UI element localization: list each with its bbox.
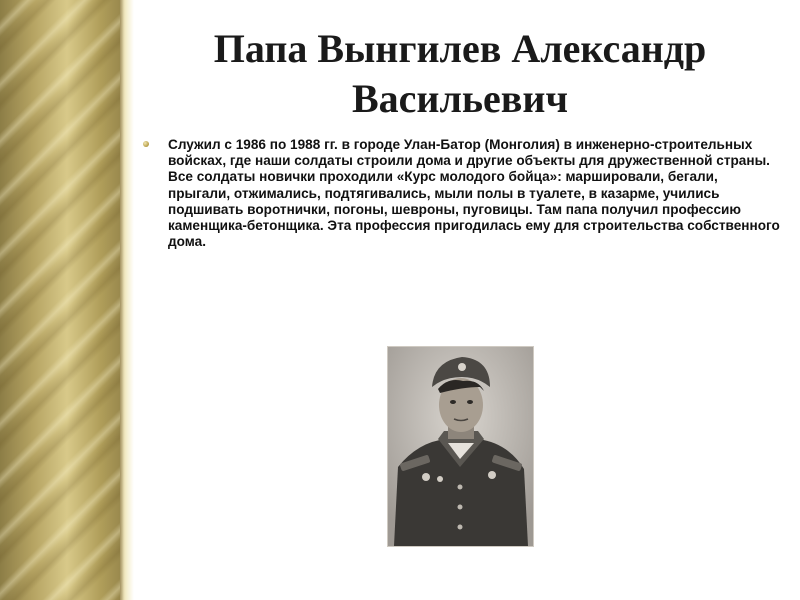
bullet-dot-icon bbox=[143, 141, 149, 147]
slide-title: Папа Вынгилев Александр Васильевич bbox=[213, 26, 707, 121]
soldier-portrait-image bbox=[388, 347, 533, 546]
side-band-shadow bbox=[120, 0, 124, 600]
bullet-list bbox=[143, 137, 783, 250]
bullet-item bbox=[143, 137, 783, 250]
soldier-photo bbox=[387, 346, 534, 547]
bullet-text: Служил с 1986 по 1988 гг. в городе Улан-Батор (Монголия) в инженерно-строительных войсках, где наши солдаты строили дома и другие объекты для дружественной страны. Все солдаты новички проходили «Курс молодого бойца»: маршировали, бегали, прыгали, отжимались, подтягивались, мыли полы в туалете, в казарме, учились подшивать воротнички, погоны, шевроны, пуговицы. Там папа получил профессию каменщика-бетонщика. Эта профессия пригодилась ему для строительства собственного дома. bbox=[168, 137, 780, 250]
decorative-side-band bbox=[0, 0, 134, 600]
